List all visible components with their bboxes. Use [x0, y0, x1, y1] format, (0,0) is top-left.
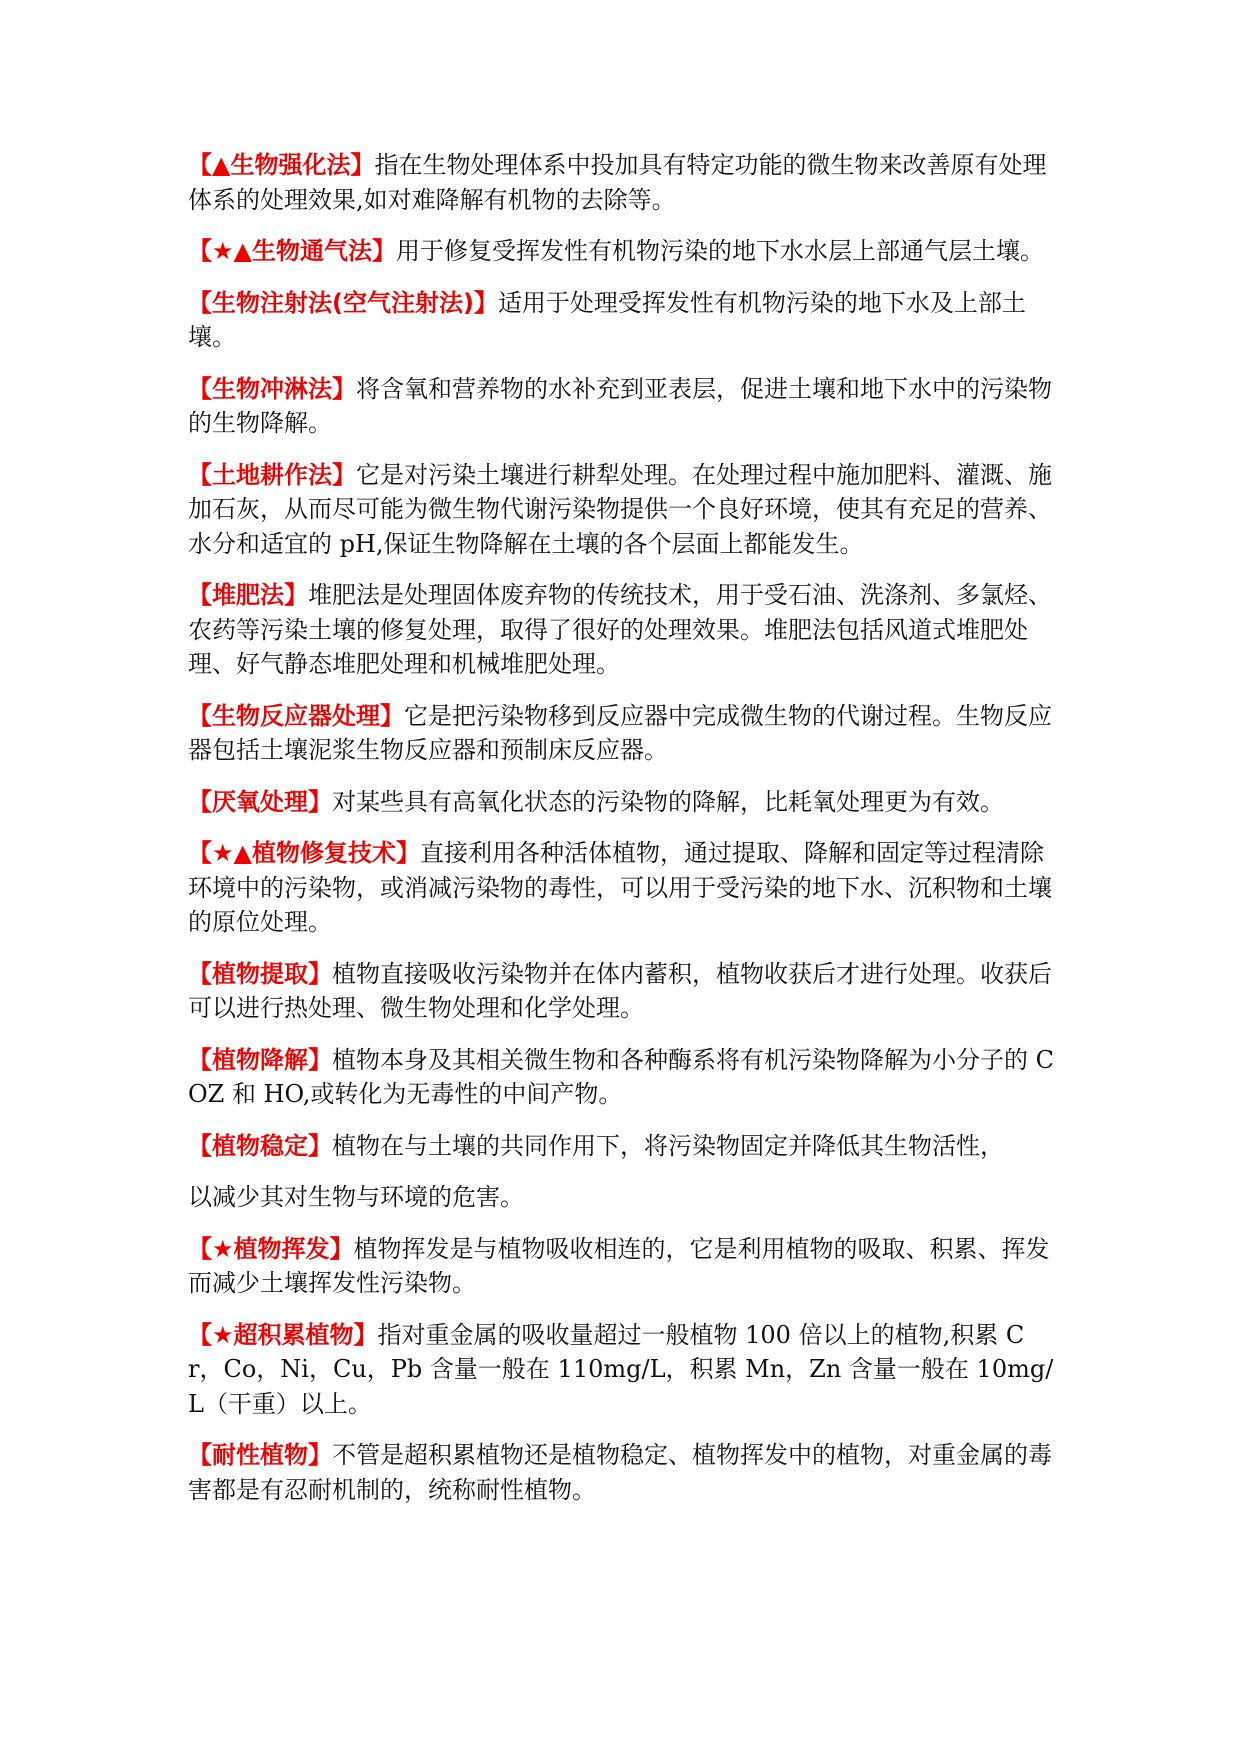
entry-term: 【植物稳定】	[188, 1131, 332, 1160]
glossary-entry-hyperaccumulator	[188, 1318, 1056, 1422]
entry-term: 【耐性植物】	[188, 1441, 332, 1469]
glossary-entry-anaerobic	[188, 785, 1056, 820]
entry-text: 用于修复受挥发性有机物污染的地下水水层上部通气层土壤。	[395, 237, 1044, 265]
entry-text: 适用于处理受挥发性有机物污染的地下水及上部土壤。	[188, 288, 1026, 351]
entry-term: 【厌氧处理】	[188, 787, 332, 816]
entry-text: 将含氧和营养物的水补充到亚表层，促进土壤和地下水中的污染物的生物降解。	[188, 374, 1052, 437]
entry-text: 以减少其对生物与环境的危害。	[188, 1183, 524, 1211]
entry-term: 【生物冲淋法】	[188, 374, 356, 403]
entry-text: 对某些具有高氧化状态的污染物的降解，比耗氧处理更为有效。	[332, 787, 1004, 816]
glossary-entry-phytoextraction	[188, 957, 1056, 1026]
entry-term: 【▲生物强化法】	[188, 151, 375, 179]
entry-text: 植物挥发是与植物吸收相连的，它是利用植物的吸取、积累、挥发而减少土壤挥发性污染物。	[188, 1234, 1050, 1297]
glossary-entry-bio-enhancement	[188, 148, 1056, 217]
entry-term: 【生物反应器处理】	[188, 701, 404, 730]
glossary-entry-air-sparging	[188, 286, 1056, 355]
glossary-entry-bio-flushing	[188, 372, 1056, 441]
entry-text: 它是对污染土壤进行耕犁处理。在处理过程中施加肥料、灌溉、施加石灰，从而尽可能为微生物代谢污染物提供一个良好环境，使其有充足的营养、水分和适宜的 pH,保证生物降解在土壤的各个层面上都能发生。	[188, 460, 1052, 558]
glossary-content	[188, 148, 1056, 1524]
glossary-entry-tolerant-plants	[188, 1438, 1056, 1507]
entry-term: 【堆肥法】	[188, 581, 308, 609]
glossary-entry-phytoremediation	[188, 836, 1056, 940]
entry-term: 【★▲植物修复技术】	[188, 839, 420, 867]
entry-text: 直接利用各种活体植物，通过提取、降解和固定等过程清除环境中的污染物，或消减污染物的毒性，可以用于受污染的地下水、沉积物和土壤的原位处理。	[188, 839, 1052, 936]
entry-text: 它是把污染物移到反应器中完成微生物的代谢过程。生物反应器包括土壤泥浆生物反应器和预制床反应器。	[188, 701, 1052, 764]
entry-text: 不管是超积累植物还是植物稳定、植物挥发中的植物，对重金属的毒害都是有忍耐机制的，统称耐性植物。	[188, 1441, 1052, 1504]
entry-term: 【植物降解】	[188, 1045, 332, 1074]
entry-term: 【★▲生物通气法】	[188, 237, 396, 265]
glossary-entry-land-farming	[188, 458, 1056, 562]
entry-term: 【生物注射法(空气注射法)】	[188, 288, 498, 317]
entry-term: 【★超积累植物】	[188, 1320, 378, 1349]
glossary-entry-composting	[188, 578, 1056, 682]
glossary-entry-phytovolatilization	[188, 1232, 1056, 1301]
entry-text: 植物在与土壤的共同作用下，将污染物固定并降低其生物活性，	[332, 1131, 1004, 1160]
entry-text: 植物直接吸收污染物并在体内蓄积，植物收获后才进行处理。收获后可以进行热处理、微生物处理和化学处理。	[188, 959, 1052, 1022]
glossary-entry-bioventing	[188, 234, 1056, 269]
glossary-entry-bioreactor	[188, 699, 1056, 768]
entry-text: 指在生物处理体系中投加具有特定功能的微生物来改善原有处理体系的处理效果,如对难降解有机物的去除等。	[188, 151, 1047, 214]
entry-term: 【★植物挥发】	[188, 1234, 354, 1263]
glossary-entry-phytodegradation	[188, 1043, 1056, 1112]
entry-text: 堆肥法是处理固体废弃物的传统技术，用于受石油、洗涤剂、多氯烃、农药等污染土壤的修复处理，取得了很好的处理效果。堆肥法包括风道式堆肥处理、好气静态堆肥处理和机械堆肥处理。	[188, 581, 1052, 678]
entry-term: 【土地耕作法】	[188, 460, 356, 489]
entry-term: 【植物提取】	[188, 959, 332, 988]
glossary-entry-phytostabilization-cont	[188, 1180, 1056, 1215]
entry-text: 指对重金属的吸收量超过一般植物 100 倍以上的植物,积累 Cr，Co，Ni，Cu，Pb 含量一般在 110mg/L，积累 Mn，Zn 含量一般在 10mg/L（干重）以上。	[188, 1320, 1054, 1418]
entry-text: 植物本身及其相关微生物和各种酶系将有机污染物降解为小分子的 COZ 和 HO,或转化为无毒性的中间产物。	[188, 1045, 1054, 1108]
glossary-entry-phytostabilization	[188, 1129, 1056, 1164]
